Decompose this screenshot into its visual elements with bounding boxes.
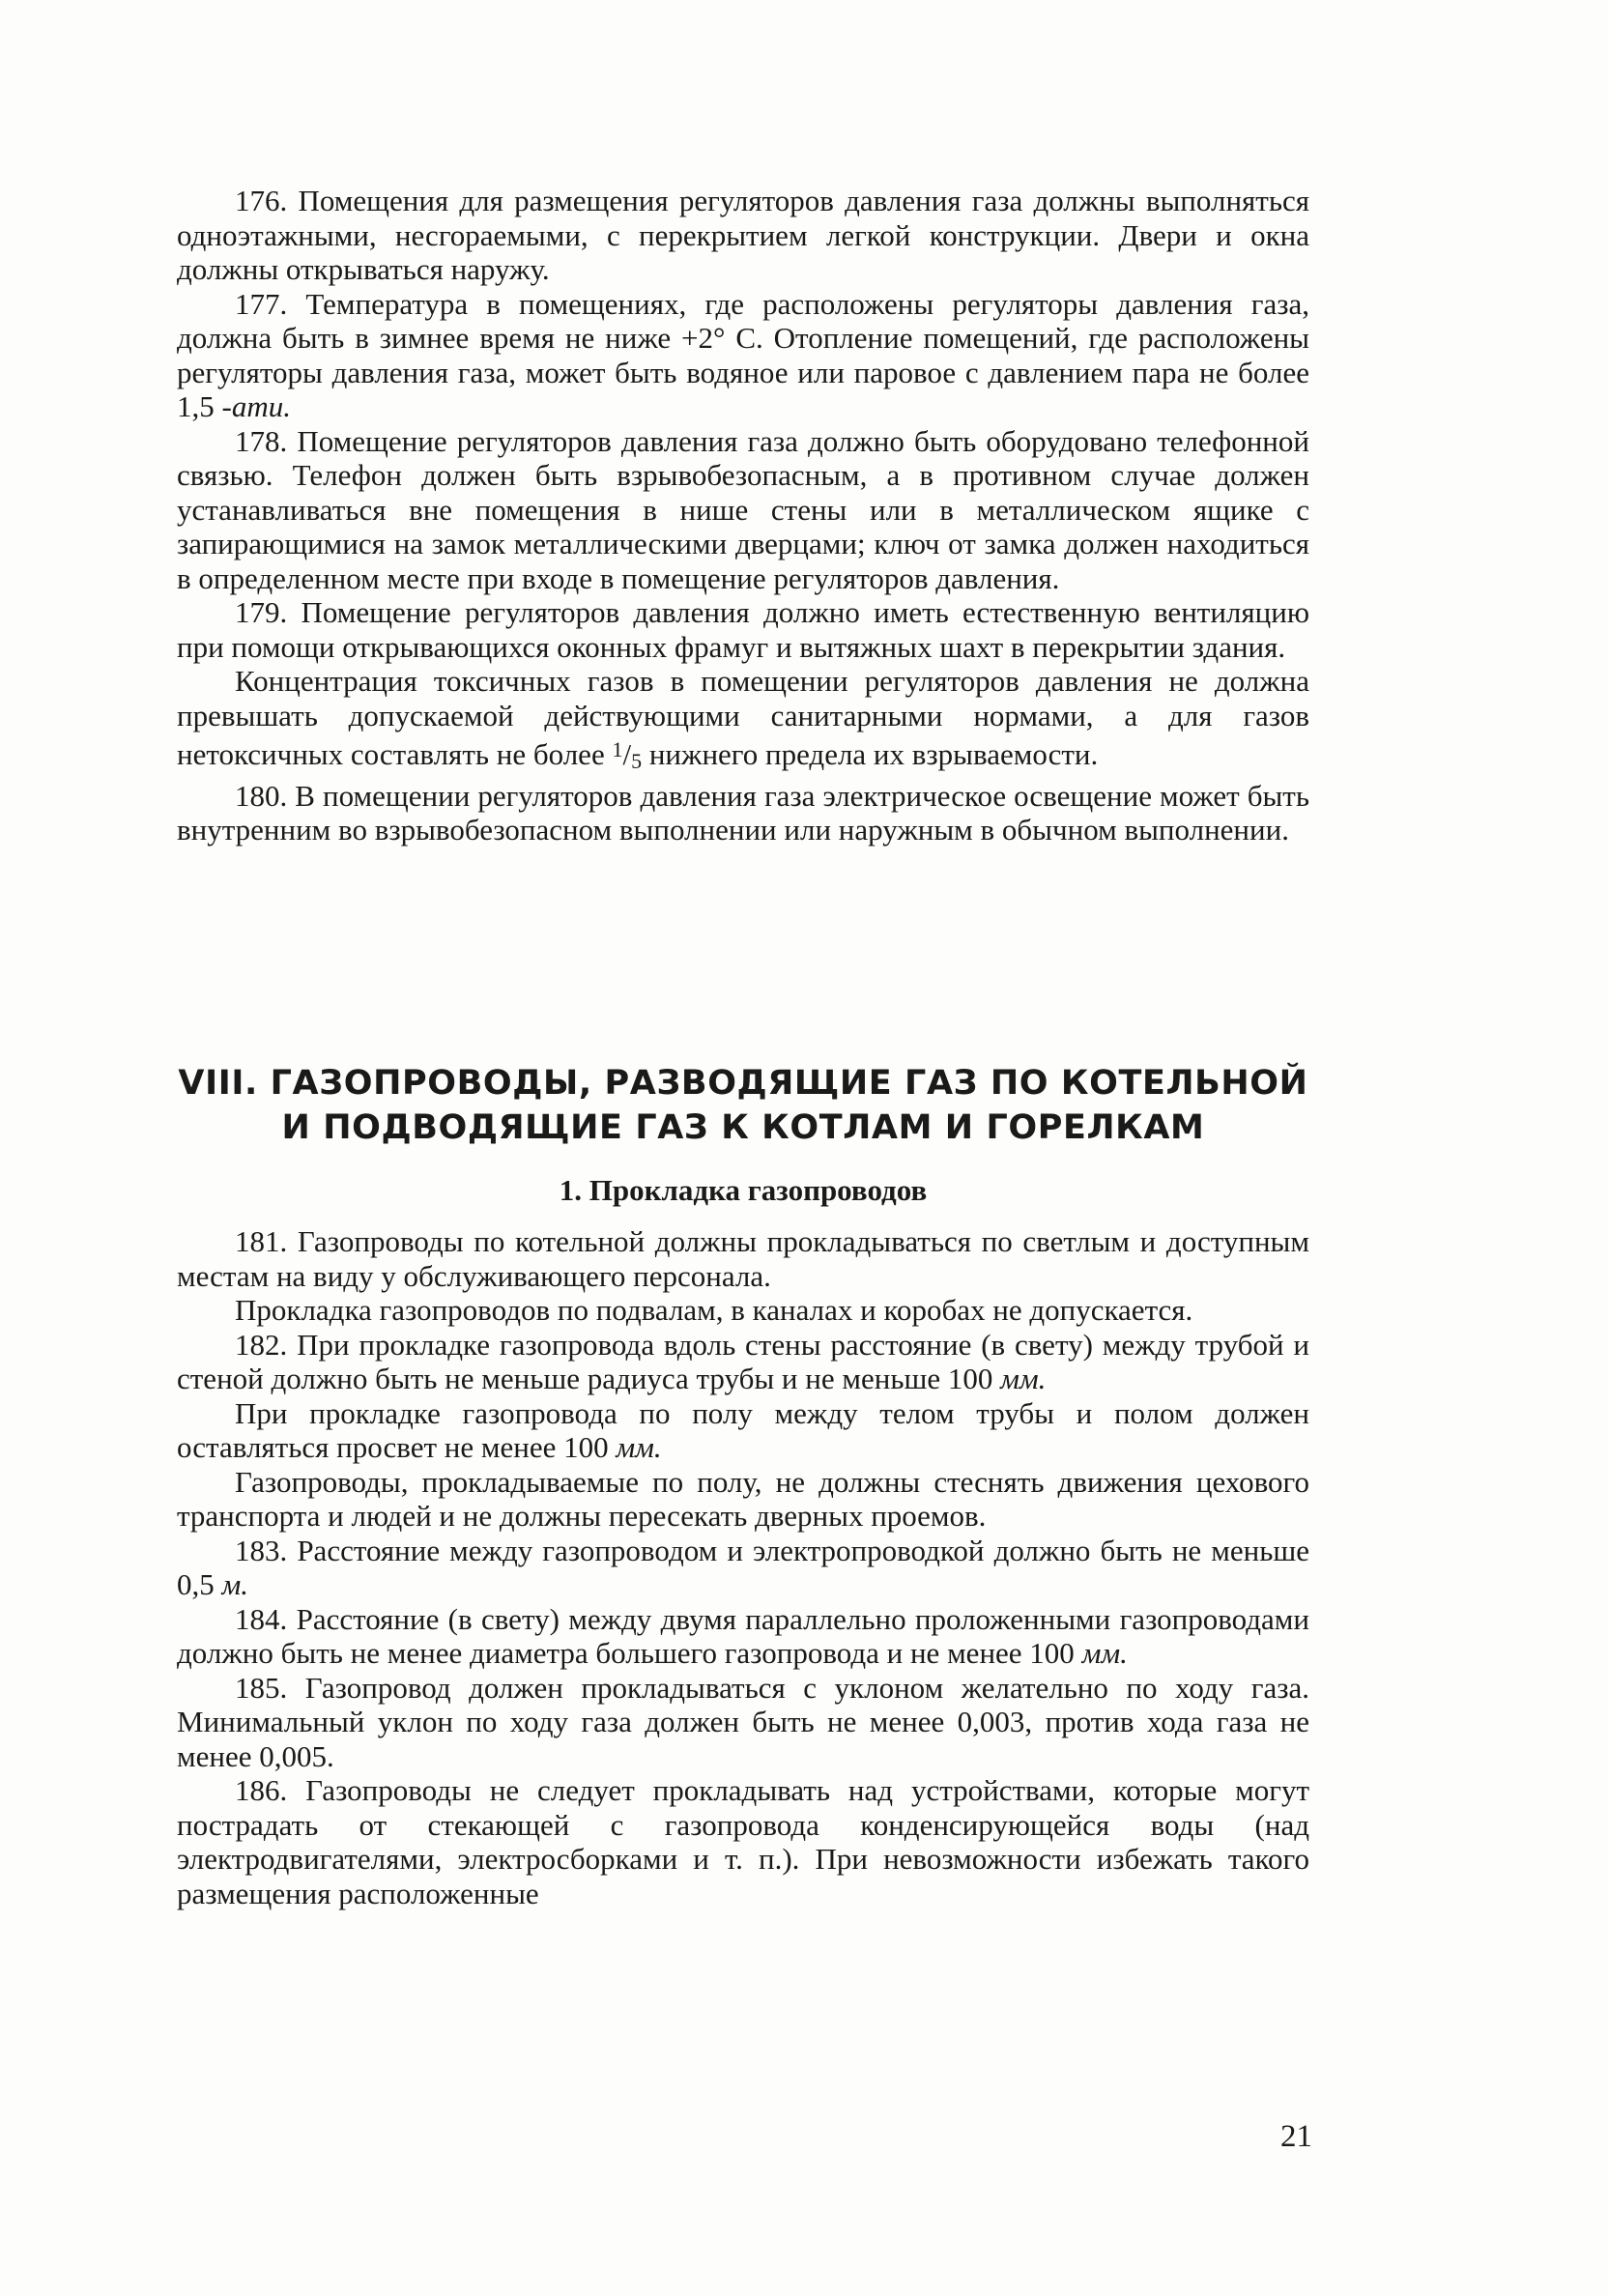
unit-mm: мм. — [1000, 1362, 1047, 1395]
paragraph-182-transport-text: Газопроводы, прокладываемые по полу, не должны стеснять движения цехового транспорта и людей и не должны пересекать дверных проемов. — [177, 1464, 1309, 1533]
paragraph-177-text: 177. Температура в помещениях, где расположены регуляторы давления газа, должна быть в зимнее время не ниже +2° С. Отопление помещений, где расположены регуляторы давления газа, может быть водяное или паровое с давлением пара не более 1,5 — [177, 286, 1309, 423]
unit-mm: мм. — [616, 1430, 662, 1464]
paragraph-184-text: 184. Расстояние (в свету) между двумя параллельно проложенными газопроводами должно быть не менее диаметра большего газопровода и не менее 100 — [177, 1601, 1309, 1670]
section-title-line-1: VIII. ГАЗОПРОВОДЫ, РАЗВОДЯЩИЕ ГАЗ ПО КОТЕЛЬНОЙ — [178, 1064, 1308, 1103]
paragraph-182-transport — [177, 1465, 1309, 1534]
section-title — [177, 1061, 1309, 1150]
paragraph-176-text: 176. Помещения для размещения регуляторов давления газа должны выполняться одноэтажными, несгораемыми, с перекрытием легкой конструкции. Двери и окна должны открываться наружу. — [177, 184, 1309, 286]
paragraph-179-text: 179. Помещение регуляторов давления должно иметь естественную вентиляцию при помощи открывающихся оконных фрамуг и вытяжных шахт в перекрытии здания. — [177, 595, 1309, 664]
paragraph-176 — [177, 184, 1309, 287]
paragraph-185 — [177, 1671, 1309, 1774]
paragraph-183-text: 183. Расстояние между газопроводом и электропроводкой должно быть не меньше 0,5 — [177, 1533, 1309, 1601]
paragraph-179-concentration-tail: нижнего предела их взрываемости. — [648, 737, 1099, 771]
paragraph-179-concentration: Концентрация токсичных газов в помещении регуляторов давления не должна превышать допускаемой действующими санитарными нормами, а для газов нетоксичных составлять не более $^1$/5 нижнего предела их взрываемости. — [177, 664, 1309, 773]
paragraph-186 — [177, 1773, 1309, 1910]
paragraph-179-concentration-text: Концентрация токсичных газов в помещении регуляторов давления не должна превышать допускаемой действующими санитарными нормами, а для газов нетоксичных составлять не более — [177, 664, 1309, 771]
paragraph-182-text: 182. При прокладке газопровода вдоль стены расстояние (в свету) между трубой и стеной должно быть не меньше радиуса трубы и не меньше 100 — [177, 1327, 1309, 1395]
page-number: 21 — [1280, 2119, 1312, 2154]
paragraph-186-text: 186. Газопроводы не следует прокладывать над устройствами, которые могут пострадать от стекающей с газопровода конденсирующейся воды (над электродвигателями, электросборками и т. п.). При невозможности избежать такого размещения расположенные — [177, 1773, 1309, 1910]
paragraph-178-text: 178. Помещение регуляторов давления газа должно быть оборудовано телефонной связью. Телефон должен быть взрывобезопасным, а в противном случае должен устанавливаться вне помещения в нише стены или в металлическом ящике с запирающимися на замок металлическими дверцами; ключ от замка должен находиться в определенном месте при входе в помещение регуляторов давления. — [177, 423, 1309, 595]
unit-mm: мм. — [1081, 1636, 1128, 1670]
fraction-denominator: 5 — [631, 749, 643, 773]
paragraph-182-floor-text: При прокладке газопровода по полу между телом трубы и полом должен оставляться просвет не менее 100 — [177, 1395, 1309, 1464]
paragraph-179 — [177, 595, 1309, 664]
section-title-line-2: И ПОДВОДЯЩИЕ ГАЗ К КОТЛАМ И ГОРЕЛКАМ — [281, 1108, 1205, 1147]
paragraph-185-text: 185. Газопровод должен прокладываться с уклоном желательно по ходу газа. Минимальный уклон по ходу газа должен быть не менее 0,003, против хода газа не менее 0,005. — [177, 1670, 1309, 1773]
paragraph-178 — [177, 424, 1309, 596]
subsection-title: 1. Прокладка газопроводов — [559, 1173, 928, 1207]
paragraph-184 — [177, 1602, 1309, 1671]
paragraph-180-text: 180. В помещении регуляторов давления газа электрическое освещение может быть внутренним во взрывобезопасном выполнении или наружным в обычном выполнении. — [177, 778, 1309, 847]
bottom-text-block — [177, 1224, 1309, 1910]
top-text-block — [177, 184, 1309, 847]
paragraph-181 — [177, 1224, 1309, 1293]
fraction-numerator: 1 — [612, 737, 623, 761]
unit-m: м. — [221, 1567, 249, 1601]
paragraph-181-cont-text: Прокладка газопроводов по подвалам, в каналах и коробах не допускается. — [235, 1293, 1193, 1327]
paragraph-180 — [177, 779, 1309, 847]
paragraph-182-floor — [177, 1396, 1309, 1465]
paragraph-177 — [177, 287, 1309, 424]
unit-ati: -ати. — [221, 389, 291, 423]
paragraph-182 — [177, 1328, 1309, 1396]
paragraph-183 — [177, 1534, 1309, 1602]
paragraph-181-cont — [177, 1293, 1309, 1328]
paragraph-181-text: 181. Газопроводы по котельной должны прокладываться по светлым и доступным местам на виду у обслуживающего персонала. — [177, 1224, 1309, 1293]
